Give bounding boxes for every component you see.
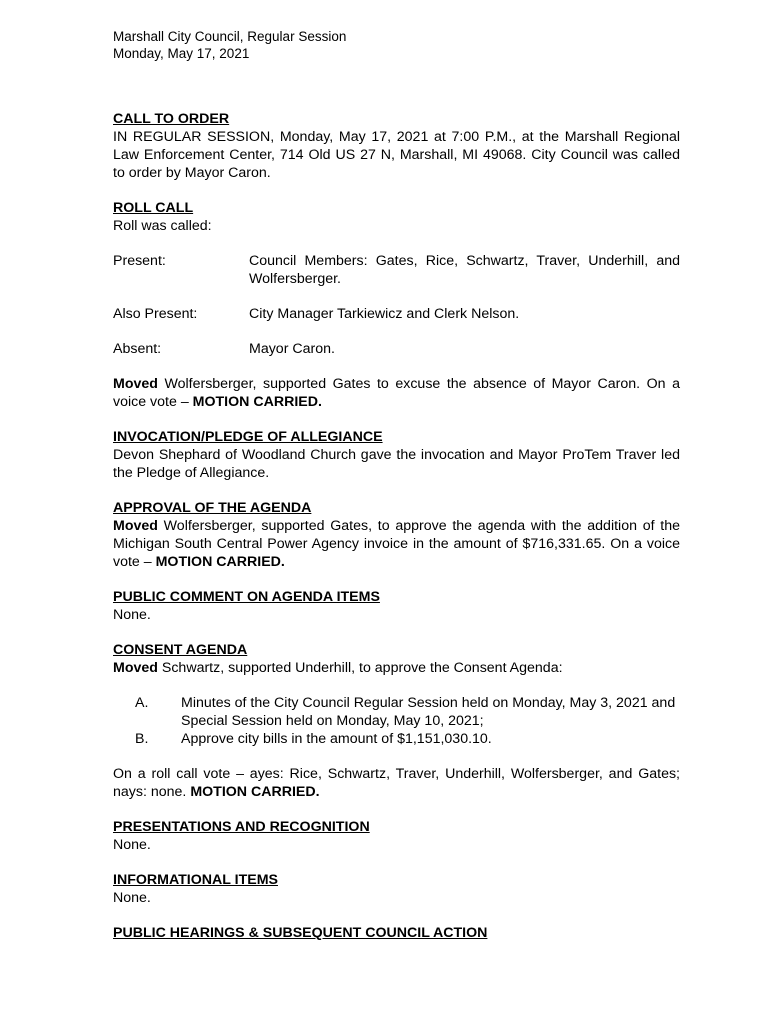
moved-label: Moved [113, 376, 158, 392]
list-marker: A. [135, 695, 149, 711]
excuse-absence-motion [113, 375, 680, 411]
motion-result: MOTION CARRIED. [155, 554, 285, 570]
also-present-value: City Manager Tarkiewicz and Clerk Nelson. [249, 306, 520, 322]
header-title: Marshall City Council, Regular Session [113, 29, 347, 44]
motion-text: Wolfersberger, supported Gates to excuse the absence of Mayor Caron. On a voice vote – [113, 376, 680, 410]
present-value: Council Members: Gates, Rice, Schwartz, Traver, Underhill, and Wolfersberger. [249, 253, 680, 287]
moved-label: Moved [113, 660, 158, 676]
list-item-text: Minutes of the City Council Regular Session held on Monday, May 3, 2021 and Special Session held on Monday, May 10, 2021; [181, 695, 676, 729]
call-to-order-text: IN REGULAR SESSION, Monday, May 17, 2021 at 7:00 P.M., at the Marshall Regional Law Enforcement Center, 714 Old US 27 N, Marshall, MI 49068. City Council was called to order by Mayor Caron. [113, 129, 680, 181]
call-to-order-section [113, 110, 680, 182]
list-item [113, 730, 680, 748]
list-item [113, 694, 680, 730]
roll-call-section [113, 199, 680, 235]
public-comment-text: None. [113, 607, 151, 623]
vote-text: On a roll call vote – ayes: Rice, Schwartz, Traver, Underhill, Wolfersberger, and Gates; nays: none. [113, 766, 680, 800]
present-row [113, 252, 680, 288]
informational-heading: INFORMATIONAL ITEMS [113, 872, 278, 888]
consent-heading: CONSENT AGENDA [113, 642, 248, 658]
absent-value: Mayor Caron. [249, 341, 335, 357]
presentations-heading: PRESENTATIONS AND RECOGNITION [113, 819, 370, 835]
list-marker: B. [135, 731, 149, 747]
motion-result: MOTION CARRIED. [192, 394, 322, 410]
also-present-label: Also Present: [113, 306, 198, 322]
consent-vote [113, 765, 680, 801]
invocation-text: Devon Shephard of Woodland Church gave the invocation and Mayor ProTem Traver led the Pledge of Allegiance. [113, 447, 680, 481]
roll-call-text: Roll was called: [113, 218, 212, 234]
list-item-text: Approve city bills in the amount of $1,151,030.10. [181, 731, 492, 747]
also-present-row [113, 305, 680, 323]
page-header [113, 28, 346, 62]
motion-result: MOTION CARRIED. [190, 784, 320, 800]
invocation-section [113, 428, 680, 482]
consent-items-list [113, 694, 680, 748]
absent-row [113, 340, 680, 358]
informational-text: None. [113, 890, 151, 906]
agenda-motion-text: Wolfersberger, supported Gates, to approve the agenda with the addition of the Michigan South Central Power Agency invoice in the amount of $716,331.65. On a voice vote – [113, 518, 680, 570]
presentations-section [113, 818, 680, 854]
public-comment-section [113, 588, 680, 624]
minutes-body [113, 110, 680, 959]
public-hearings-section [113, 924, 680, 942]
informational-section [113, 871, 680, 907]
invocation-heading: INVOCATION/PLEDGE OF ALLEGIANCE [113, 429, 383, 445]
roll-call-heading: ROLL CALL [113, 200, 194, 216]
header-date: Monday, May 17, 2021 [113, 46, 250, 61]
public-comment-heading: PUBLIC COMMENT ON AGENDA ITEMS [113, 589, 380, 605]
agenda-heading: APPROVAL OF THE AGENDA [113, 500, 312, 516]
presentations-text: None. [113, 837, 151, 853]
absent-label: Absent: [113, 341, 162, 357]
moved-label: Moved [113, 518, 158, 534]
call-to-order-heading: CALL TO ORDER [113, 111, 230, 127]
present-label: Present: [113, 253, 166, 269]
agenda-section [113, 499, 680, 571]
consent-agenda-section [113, 641, 680, 677]
consent-motion-text: Schwartz, supported Underhill, to approve the Consent Agenda: [157, 660, 563, 676]
public-hearings-heading: PUBLIC HEARINGS & SUBSEQUENT COUNCIL ACTION [113, 925, 488, 941]
